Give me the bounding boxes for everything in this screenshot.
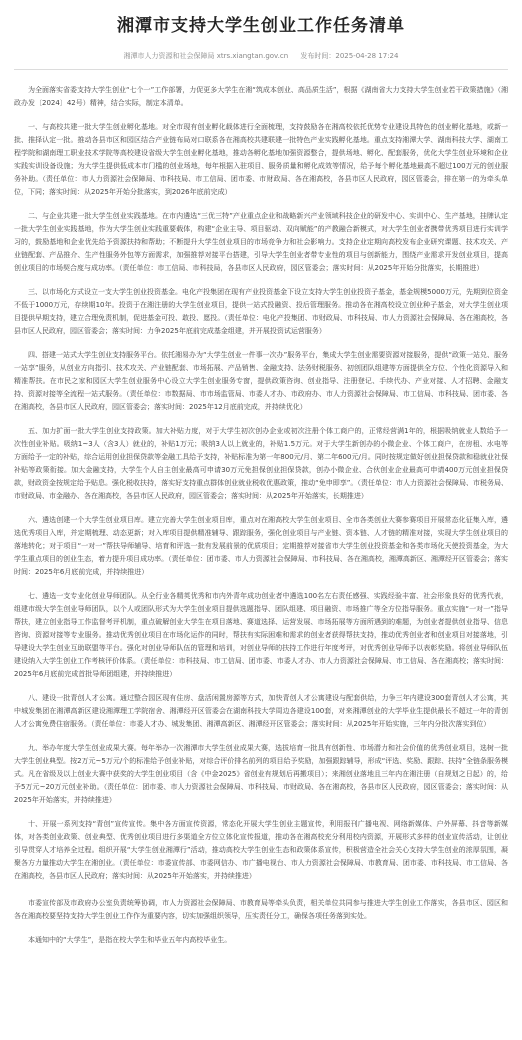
paragraph-item-7: 七、遴选一支专业化创业导师团队。从全行业各精英优秀和市内外青年成功创业者中遴选100名左右责任感强、实践经验丰富、社会形象良好的优秀代表，组建市级大学生创业导师团队，以个人或团队形式为大学生创业项目提供选题指导、团队组建、项目融资、市场推广等全方位指导服务。重点实施“一对一”指导帮扶，建立创业指导工作监督考评机制，重点破解创业大学生在项目落地、赛道选择、运营发展、市场拓展等方面所遇到的难题，为创业者提供创业指导、信息咨询、资源对接等专业服务。推动优秀创业项目在市场化运作的同时，帮扶有实际困难和需求的创业者获得帮扶支持，推动优秀创业者和创业项目对接落地，引导建设大学生创业互助联盟等平台。强化对创业导师队伍的管理和培训，对创业导师的扶持工作进行年度考评，对优秀创业导师予以表彰奖励。将创业导师队伍建设纳入大学生创业工作考核评价体系。（责任单位：市科技局、市工信局、团市委、市委人才办、市人力资源社会保障局、市工信局、各在湘高校；落实时间：2025年6月底前完成首批导师团组建，并持续推进） bbox=[14, 592, 508, 678]
article-source: 湘潭市人力资源和社会保障局 xtrs.xiangtan.gov.cn bbox=[123, 52, 289, 60]
paragraph-item-9: 九、举办年度大学生创业成果大赛。每年举办一次湘潭市大学生创业成果大赛，选拔培育一批具有创新性、市场潜力和社会价值的优秀创业项目，选树一批大学生创业典型。按2万元~5万元/个的标准给予创业补贴，对综合评价排名前列的项目给予奖励，加强跟踪辅导，形成“评选、奖励、跟踪、扶持”全链条服务模式。凡在省级及以上创业大赛中获奖的大学生创业项目（含《中金2025》省创业有规划后再搬项目）；来湘创业落地且三年内在湘注册（自规划之日起）的，给予5万元~20万元创业补助。（责任单位：团市委、市人力资源社会保障局、市科技局、市财政局、各在湘高校，各县市区人民政府，园区管委会；落实时间：从2025年开始落实，并持续推进） bbox=[14, 744, 508, 804]
article-title: 湘潭市支持大学生创业工作任务清单 bbox=[117, 16, 405, 36]
paragraph-intro: 为全面落实省委支持大学生创业“七个一”工作部署，力促更多大学生在湘“筑成本创业、高品质生活”，根据《湖南省大力支持大学生创业若干政策措施》（湘政办发〔2024〕42号）精神，结合实际，制定本清单。 bbox=[14, 86, 508, 107]
paragraph-item-1: 一、与高校共建一批大学生创业孵化基地。对全市现有创业孵化载体进行全面梳理，支持鼓励各在湘高校依托优势专业建设具特色的创业孵化基地，或新一批、推择认定一批。推动各县市区和园区结合产业链布局对口联系各在湘高校共建联建一批特色产业实践孵化基地。重点支持湘潭大学、湖南科技大学、湖南工程学院和湖南理工职业技术学院等高校建设省级大学生创业孵化基地，推动各孵化基地加强资源整合，提供场地、孵化、配套服务，优化大学生创业环境和企业实践实训设备设施；为大学生提供低成本市门槛的创业场地，每年根据入驻项目、服务质量和孵化成效等情况，给予每个孵化基地最高不超过100万元的创业服务补助。（责任单位：市人力资源社会保障局、市科技局、市工信局、团市委、市财政局、各在湘高校，各县市区人民政府，园区管委会，排在第一的为牵头单位，下同；落实时间：从2025年开始分批落实，到2026年底前完成） bbox=[14, 123, 508, 196]
article-body bbox=[14, 84, 508, 947]
paragraph-item-2: 二、与企业共建一批大学生创业实践基地。在市内遴选“三优三特”产业重点企业和战略新兴产业领域科技企业的研发中心、实训中心、生产基地，挂牌认定一批大学生创业实践基地，作为大学生创业实践重要载体，构建“企业主导、项目驱动、双向赋能”的产教融合新模式，对大学生创业者携带优秀项目进行实训学习的，鼓励基地和企业优先给予资源扶持和帮助；不断提升大学生创业项目的市场竞争力和社会影响力。支持企业定期向高校发布企业研究课题、技术攻关、产业链配套、产品推介、生产性服务外包等方面需求，加强推荐对接平台搭建，引导大学生创业者带专业性的项目与创新能力，围绕产业需求开发创业项目，提高创业项目的市场契合度与成功率。（责任单位：市工信局、市科技局，各县市区人民政府，园区管委会；落实时间：从2025年开始分批落实，长期推进） bbox=[14, 212, 508, 272]
paragraph-item-10: 十、开展一系列支持“青创”宣传宣传。集中各方面宣传资源，常态化开展大学生创业主题宣传，利用报刊广播电视、网络新媒体、户外屏幕、抖音等新媒体，对各类创业政策、创业典型、优秀创业项目进行多渠道全方位立体化宣传报道，推动各在湘高校充分利用校内资源，开展形式多样的创业宣传活动，让创业引导贯穿人才培养全过程。组织开展“大学生创业湘潭行”活动，推动高校大学生创业生态和政策体系宣传，积极营造全社会关心支持大学生创业的浓厚氛围，凝聚各方力量推动大学生在湘创业。（责任单位：市委宣传部、市委网信办、市广播电视台、市人力资源社会保障局、市教育局、团市委、市科技局、市工信局、各在湘高校，各县市区人民政府；落实时间：从2025年开始落实，并持续推进） bbox=[14, 820, 508, 880]
paragraph-item-4: 四、搭建一站式大学生创业支持服务平台。依托湘易办为“大学生创业一件事一次办”服务平台，集成大学生创业需要资源对接服务，提供“政策一站兑、服务一站享”服务，从创业方向指引、技术攻关、产业链配套、市场拓展、产品销售、金融支持、法务财税服务、初创团队组建等方面提供全方位、个性化资源导入和精准帮扶。在市民之家和园区大学生创业服务中心设立大学生创业服务专窗，提供政策咨询、创业指导、注册登记、手续代办、产业对接、人才招聘、金融支持、资源对接等全流程一站式服务。（责任单位：市数据局、市市场监管局、市委人才办、市政府办、市人力资源社会保障局、市工信局、市科技局、团市委、各在湘高校，各县市区人民政府，园区管委会；落实时间：2025年12月底前完成，并持续优化） bbox=[14, 351, 508, 411]
article-date: 发布时间：2025-04-28 17:24 bbox=[300, 52, 399, 60]
paragraph-item-8: 八、建设一批青创人才公寓。通过整合园区现有住房、盘活闲置房源等方式，加快青创人才公寓建设与配套供给，力争三年内建设300套青创人才公寓，其中城发集团在湘潭高新区建设湘潭理工学院宿舍、湘潭经开区管委会在湖南科技大学周边各建设100套，对来湘潭创业的大学毕业生提供最长不超过一年的青创人才公寓免费住宿服务。（责任单位：市委人才办、城发集团、湘潭高新区、湘潭经开区管委会；落实时间：从2025年开始实施，三年内分批次落实到位） bbox=[14, 694, 508, 728]
article-meta bbox=[14, 49, 508, 63]
paragraph-item-3: 三、以市场化方式设立一支大学生创业投资基金。电化产投集团在现有产业投资基金下设立支持大学生创业投资子基金，基金规模5000万元，先期到位资金不低于1000万元，存续期10年。投资于在湘注册的大学生创业项目，提供一站式投融资、投后管理服务。推动各在湘高校设立创业种子基金，对大学生创业项目提供早期支持，建立合理免责机制，促进基金可投、敢投、愿投。（责任单位：电化产投集团、市财政局、市科技局、市人力资源社会保障局、各在湘高校，各县市区人民政府，园区管委会；落实时间：力争2025年底前完成基金组建，并开展投资试运营服务） bbox=[14, 288, 508, 335]
paragraph-item-5: 五、加力扩面一批大学生创业支持政策。加大补贴力度，对于大学生初次创办企业或初次注册个体工商户的，正常经营满1年的，根据吸纳就业人数给予一次性创业补贴。吸纳1~3人（含3人）就业的，补贴1万元；吸纳3人以上就业的，补贴1.5万元。对于大学生新创办的小微企业、个体工商户，在房租、水电等方面给予一定的补贴，综合运用创业担保贷款等金融工具给予支持，补贴标准为第一年800元/月、第二年600元/月。同时按规定做好创业担保贷款和稳就业社保补贴等政策衔接。加大金融支持，大学生个人自主创业最高可申请30万元免担保创业担保贷款，创办小微企业、合伙创业企业最高可申请400万元创业担保贷款，财政资金按规定给予贴息。强化税收扶持，落实好支持重点群体创业就业税收优惠政策，推动“免申即享”。（责任单位：市人力资源社会保障局、市税务局、市财政局、市金融办、各在湘高校，各县市区人民政府，园区管委会；落实时间：从2025年开始落实，长期推进） bbox=[14, 427, 508, 500]
paragraph-definition: 本通知中的“大学生”，是指在校大学生和毕业五年内高校毕业生。 bbox=[28, 936, 232, 944]
paragraph-closing: 市委宣传部及市政府办公室负责统筹协调，市人力资源社会保障局、市教育局等牵头负责，相关单位共同参与推进大学生创业工作落实，各县市区、园区和各在湘高校要坚持支持大学生创业工作作为重要内容，切实加强组织领导，压实责任分工，确保各项任务落到实处。 bbox=[14, 899, 508, 920]
paragraph-item-6: 六、遴选创建一个大学生创业项目库。建立完善大学生创业项目库，重点对在湘高校大学生创业项目、全市各类创业大赛参赛项目开展常态化征集入库，遴选优秀项目入库，并定期梳理、动态更新；对入库项目提供精准辅导、跟踪服务，强化创业项目与产业链、资本链、人才链的精准对接，实现大学生创业项目的落地转化；对于项目“一对一”帮扶导师辅导、培育和评选一批有发展前景的优质项目；定期推荐对接省市大学生创业投资基金和各类市场化天使投资基金，为大学生重点项目的创业生态，着力提升项目成功率。（责任单位：团市委、市人力资源社会保障局、市科技局、各在湘高校，湘潭高新区、湘潭经开区管委会；落实时间：2025年6月底前完成，并持续推进） bbox=[14, 516, 508, 576]
title-divider bbox=[14, 69, 508, 70]
